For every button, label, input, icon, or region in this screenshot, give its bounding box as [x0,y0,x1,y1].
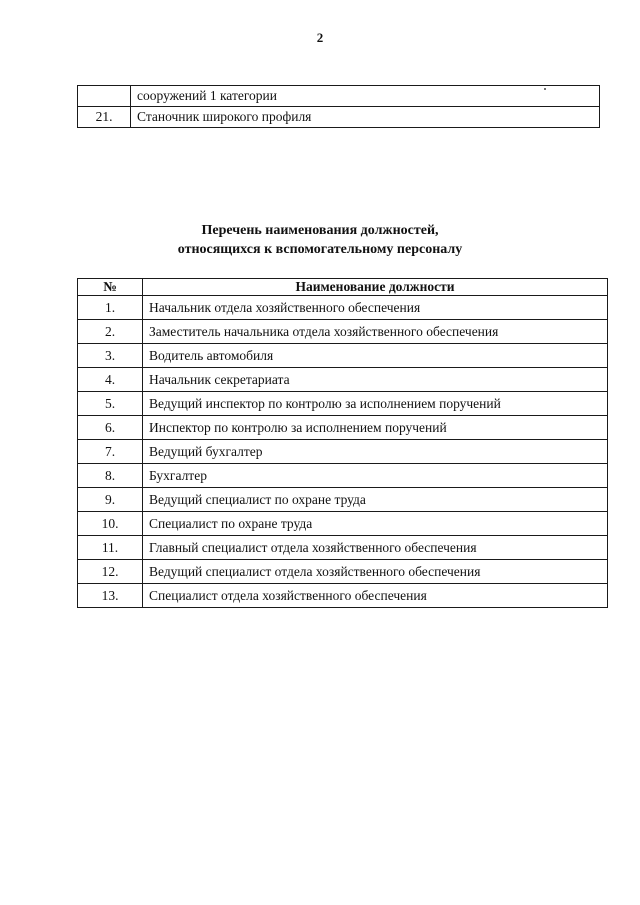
position-name-cell: Начальник секретариата [143,368,608,392]
table-row [78,488,608,512]
row-number-cell: 1. [78,296,143,320]
position-name-cell: Главный специалист отдела хозяйственного обеспечения [143,536,608,560]
position-name-cell: Инспектор по контролю за исполнением поручений [143,416,608,440]
row-number-cell [78,86,131,107]
position-name-cell: Ведущий специалист по охране труда [143,488,608,512]
row-number-cell: 21. [78,107,131,128]
section-title-line-1: Перечень наименования должностей, [201,223,439,238]
position-name-cell: Ведущий специалист отдела хозяйственного обеспечения [143,560,608,584]
table-row [78,296,608,320]
table-row [78,86,600,107]
position-name-cell: Ведущий инспектор по контролю за исполнением поручений [143,392,608,416]
header-row [78,279,608,296]
table-row [78,584,608,608]
position-name-cell: Специалист по охране труда [143,512,608,536]
table-row [78,536,608,560]
row-number-cell: 13. [78,584,143,608]
position-name-cell: Ведущий бухгалтер [143,440,608,464]
row-number-cell: 7. [78,440,143,464]
section-title-line-2: относящихся к вспомогательному персоналу [177,242,463,257]
table-row [78,440,608,464]
row-number-cell: 6. [78,416,143,440]
continued-table [77,85,600,128]
scan-speck [544,88,546,90]
position-name-cell: Начальник отдела хозяйственного обеспечения [143,296,608,320]
table-row [78,320,608,344]
position-name-cell: Бухгалтер [143,464,608,488]
row-number-cell: 9. [78,488,143,512]
position-name-cell: сооружений 1 категории [131,86,600,107]
position-name-cell: Станочник широкого профиля [131,107,600,128]
table-row [78,416,608,440]
table-row [78,464,608,488]
continued-table-body [78,86,600,128]
table-row [78,107,600,128]
table-row [78,512,608,536]
number-column-header: № [78,279,143,296]
row-number-cell: 10. [78,512,143,536]
page-number: 2 [316,30,324,45]
row-number-cell: 12. [78,560,143,584]
row-number-cell: 2. [78,320,143,344]
row-number-cell: 11. [78,536,143,560]
positions-table-header [78,279,608,296]
table-row [78,560,608,584]
position-name-cell: Заместитель начальника отдела хозяйственного обеспечения [143,320,608,344]
row-number-cell: 8. [78,464,143,488]
table-row [78,344,608,368]
row-number-cell: 3. [78,344,143,368]
row-number-cell: 5. [78,392,143,416]
name-column-header: Наименование должности [143,279,608,296]
table-row [78,392,608,416]
position-name-cell: Водитель автомобиля [143,344,608,368]
table-row [78,368,608,392]
row-number-cell: 4. [78,368,143,392]
positions-table-body [78,296,608,608]
positions-table [77,278,608,608]
position-name-cell: Специалист отдела хозяйственного обеспечения [143,584,608,608]
